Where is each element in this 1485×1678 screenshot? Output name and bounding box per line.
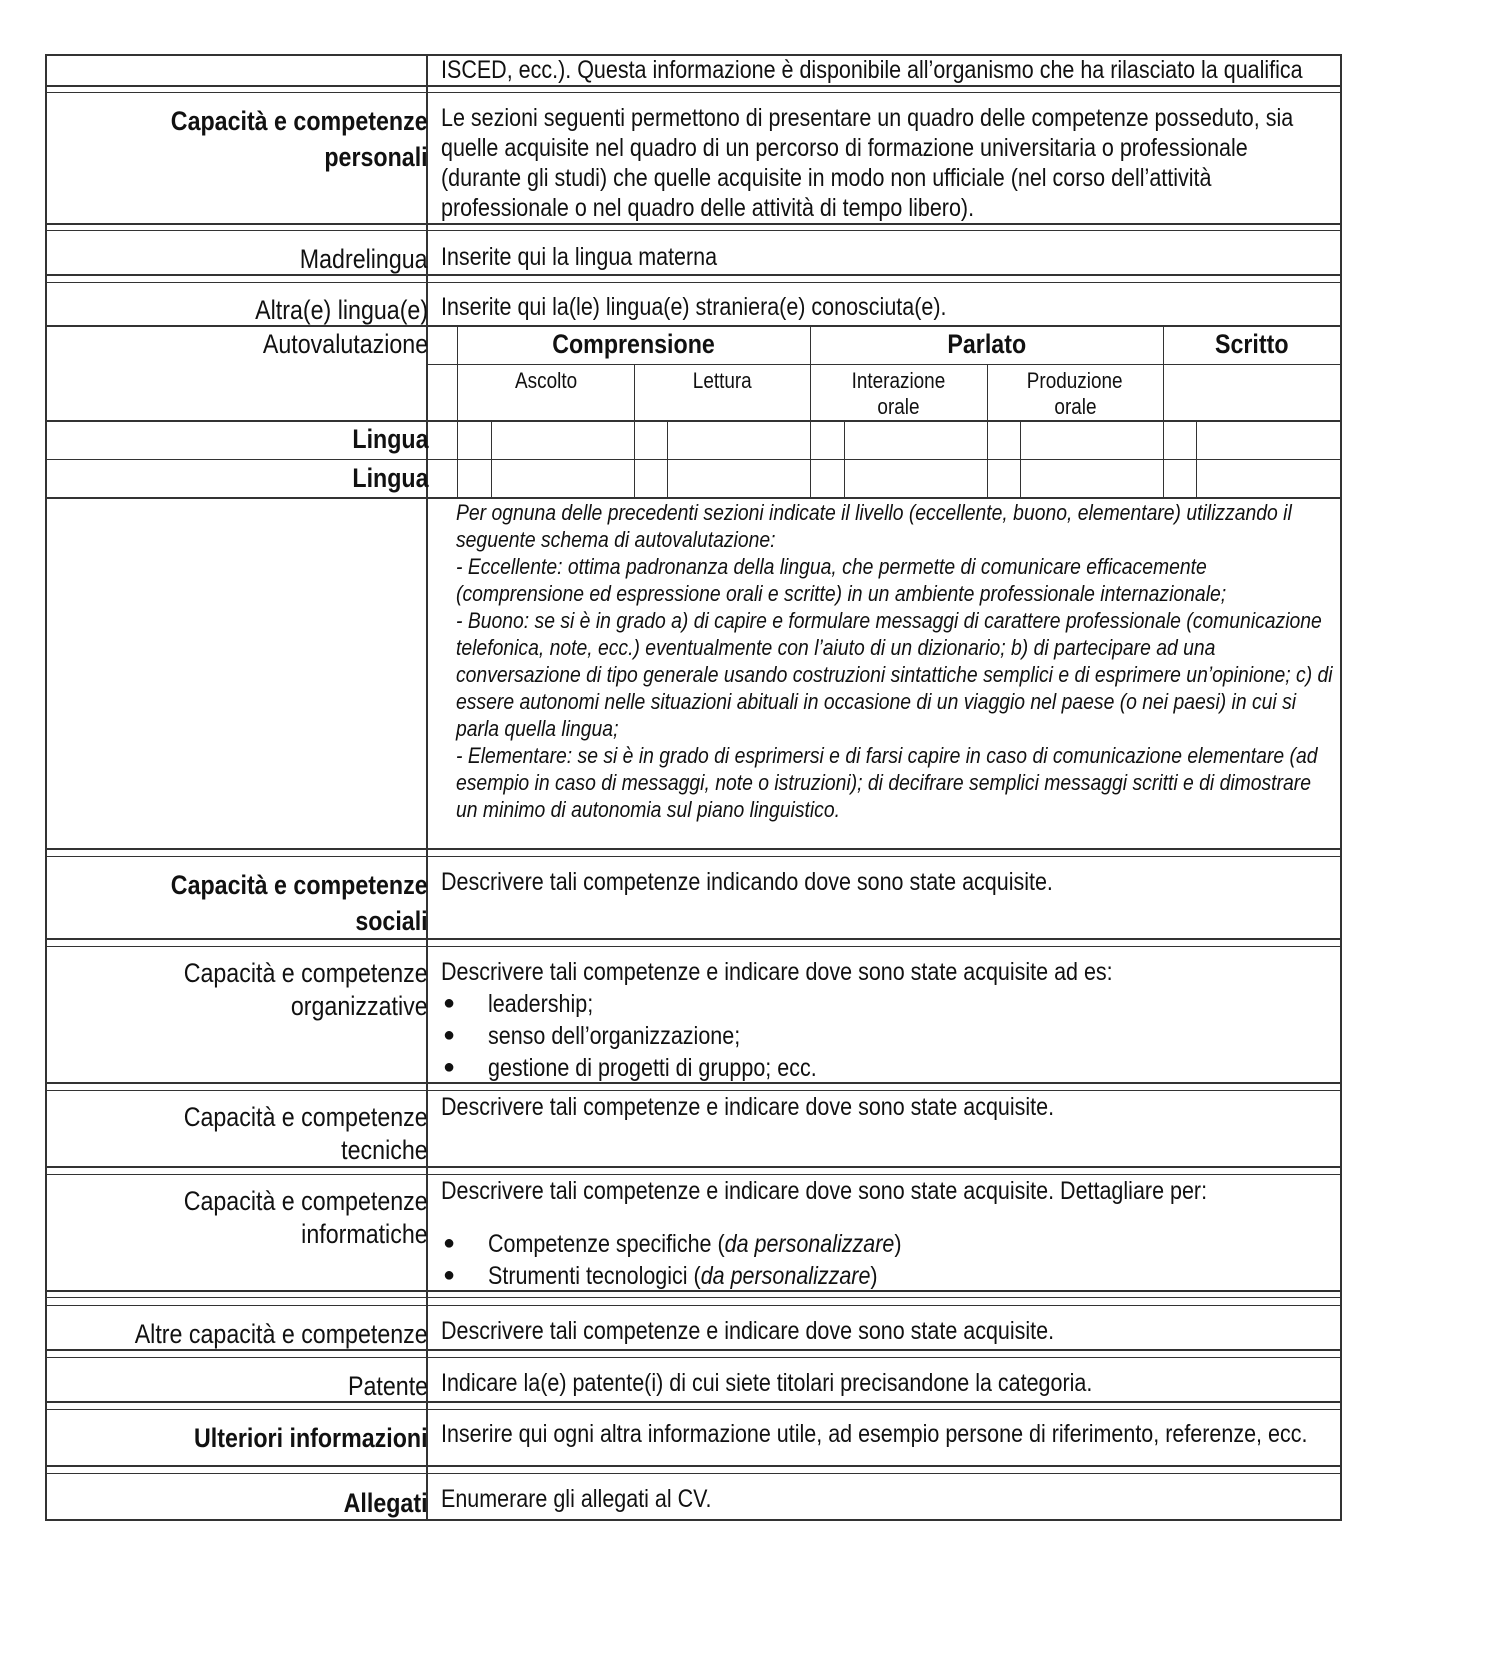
- subheader-interazione-orale: Interazione orale: [851, 368, 946, 419]
- self-assessment-label: Autovalutazione: [262, 329, 428, 359]
- row-border: [46, 1465, 1342, 1467]
- subheader-produzione-orale: Produzione orale: [1027, 368, 1123, 419]
- group-header-comprensione: Comprensione: [552, 329, 716, 359]
- row-border: [46, 946, 1342, 947]
- row-border: [46, 459, 1342, 460]
- computer-bullet-item: Competenze specifiche (da personalizzare): [488, 1230, 902, 1258]
- row-border: [46, 274, 1342, 276]
- further-info-label: Ulteriori informazioni: [194, 1423, 428, 1453]
- row-border: [46, 938, 1342, 940]
- driving-license-text: Indicare la(e) patente(i) di cui siete titolari precisandone la categoria.: [441, 1369, 1093, 1397]
- computer-bullet-item: Strumenti tecnologici (da personalizzare): [488, 1262, 878, 1290]
- social-skills-text: Descrivere tali competenze indicando dove sono state acquisite.: [441, 868, 1053, 896]
- subheader-lettura: Lettura: [692, 368, 752, 393]
- driving-license-label: Patente: [347, 1371, 428, 1401]
- grid-line: [1196, 420, 1197, 497]
- language-row-label: Lingua: [351, 463, 428, 493]
- bullet-icon: ●: [443, 1232, 456, 1254]
- organizational-skills-label: Capacità e competenze organizzative: [184, 958, 428, 1021]
- row-border: [46, 420, 1342, 422]
- bullet-icon: ●: [443, 992, 456, 1014]
- computer-skills-text: Descrivere tali competenze e indicare dove sono state acquisite. Dettagliare per:: [441, 1177, 1208, 1205]
- organizational-bullet-item: gestione di progetti di gruppo; ecc.: [488, 1054, 817, 1082]
- row-border: [46, 848, 1342, 850]
- organizational-bullet-item: leadership;: [488, 990, 594, 1018]
- row-border: [46, 1297, 1342, 1298]
- grid-line: [667, 420, 668, 497]
- bullet-icon: ●: [443, 1264, 456, 1286]
- other-languages-label: Altra(e) lingua(e): [255, 295, 428, 325]
- grid-line: [457, 326, 458, 497]
- attachments-text: Enumerare gli allegati al CV.: [441, 1485, 712, 1513]
- attachments-label: Allegati: [344, 1488, 428, 1518]
- computer-skills-label: Capacità e competenze informatiche: [184, 1186, 428, 1249]
- technical-skills-text: Descrivere tali competenze e indicare dove sono state acquisite.: [441, 1093, 1055, 1121]
- row-border: [46, 85, 1342, 87]
- grid-line: [491, 420, 492, 497]
- row-border: [46, 1290, 1342, 1292]
- row-border: [46, 282, 1342, 283]
- language-row-label: Lingua: [351, 424, 428, 454]
- isced-text: ISCED, ecc.). Questa informazione è disponibile all’organismo che ha rilasciato la qualifica: [441, 56, 1303, 84]
- group-header-scritto: Scritto: [1215, 329, 1289, 359]
- grid-line: [810, 326, 811, 497]
- bullet-icon: ●: [443, 1056, 456, 1078]
- row-border: [46, 1401, 1342, 1403]
- grid-line: [1163, 326, 1164, 497]
- group-header-parlato: Parlato: [947, 329, 1026, 359]
- row-border: [46, 856, 1342, 857]
- row-border: [426, 364, 1342, 365]
- row-border: [46, 1409, 1342, 1410]
- personal-skills-label: Capacità e competenze personali: [171, 106, 428, 172]
- technical-skills-label: Capacità e competenze tecniche: [184, 1102, 428, 1165]
- row-border: [46, 223, 1342, 225]
- mother-tongue-label: Madrelingua: [300, 244, 428, 274]
- row-border: [46, 230, 1342, 231]
- grid-line: [1020, 420, 1021, 497]
- other-languages-text: Inserite qui la(le) lingua(e) straniera(e) conosciuta(e).: [441, 293, 947, 321]
- row-border: [46, 1349, 1342, 1351]
- row-border: [46, 1166, 1342, 1168]
- row-border: [46, 1305, 1342, 1306]
- personal-skills-text: Le sezioni seguenti permettono di presentare un quadro delle competenze posseduto, sia quelle acquisite nel quadro di un percorso di formazione universitaria o professionale (durante gli studi) che quelle acquisite in modo non ufficiale (nel corso dell’attività professionale o nel quadro delle attività di tempo libero).: [441, 104, 1294, 222]
- self-assessment-note: Per ognuna delle precedenti sezioni indicate il livello (eccellente, buono, elementare) utilizzando il seguente schema di autovalutazione: - Eccellente: ottima padronanza della lingua, che permette di comunicare efficacemente (comprensione ed espressione orali e scritte) in un ambiente professionale internazionale; - Buono: se si è in grado a) di capire e formulare messaggi di carattere professionale (comunicazione telefonica, note, ecc.) eventualmente con l’aiuto di un dizionario; b) di partecipare ad una conversazione di tipo generale usando costruzioni sintattiche semplici e di esprimere un’opinione; c) di essere autonomi nelle situazioni abituali in occasione di un viaggio nel paese (o nei paesi) in cui si parla quella lingua; - Elementare: se si è in grado di esprimersi e di farsi capire in caso di comunicazione elementare (ad esempio in caso di messaggi, note o istruzioni); di decifrare semplici messaggi scritti e di dimostrare un minimo di autonomia sul piano linguistico.: [456, 500, 1333, 822]
- table-bottom-border: [46, 1519, 1342, 1521]
- row-border: [46, 1473, 1342, 1474]
- grid-line: [987, 364, 988, 497]
- row-border: [46, 1357, 1342, 1358]
- row-border: [46, 1082, 1342, 1084]
- mother-tongue-text: Inserite qui la lingua materna: [441, 243, 718, 271]
- grid-line: [634, 364, 635, 497]
- row-border: [46, 92, 1342, 93]
- social-skills-label: Capacità e competenze sociali: [171, 870, 428, 936]
- other-skills-text: Descrivere tali competenze e indicare dove sono state acquisite.: [441, 1317, 1055, 1345]
- further-info-text: Inserire qui ogni altra informazione utile, ad esempio persone di riferimento, referenze, ecc.: [441, 1420, 1308, 1448]
- other-skills-label: Altre capacità e competenze: [134, 1319, 428, 1349]
- organizational-skills-text: Descrivere tali competenze e indicare dove sono state acquisite ad es:: [441, 958, 1113, 986]
- organizational-bullet-item: senso dell’organizzazione;: [488, 1022, 741, 1050]
- bullet-icon: ●: [443, 1024, 456, 1046]
- grid-line: [844, 420, 845, 497]
- subheader-ascolto: Ascolto: [514, 368, 578, 393]
